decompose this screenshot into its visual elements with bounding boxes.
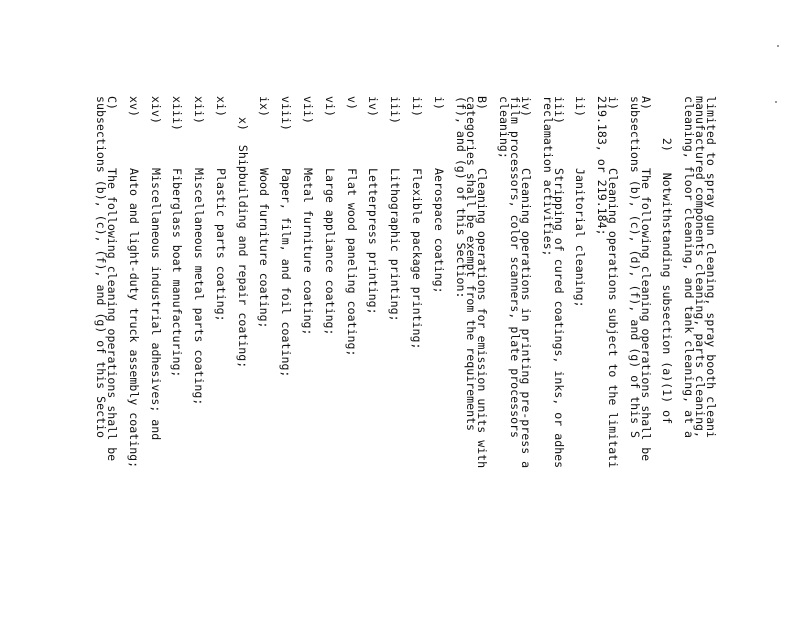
document-line xyxy=(150,96,161,618)
line-text: Flat wood paneling coating; xyxy=(344,168,359,357)
line-text: categories shall be exempt from the requirements xyxy=(464,96,479,432)
list-marker: A) xyxy=(638,96,653,110)
list-marker: viii) xyxy=(279,96,294,131)
line-text: Miscellaneous industrial adhesives; and xyxy=(148,168,163,441)
list-marker: v) xyxy=(344,96,359,110)
document-line xyxy=(301,96,316,618)
document-line xyxy=(324,96,335,618)
list-marker: iii) xyxy=(388,96,403,124)
line-text: Miscellaneous metal parts coating; xyxy=(192,168,207,406)
list-marker: xiii) xyxy=(170,96,185,131)
line-text: Cleaning operations in printing pre-press a xyxy=(518,168,533,469)
line-text: Lithographic printing; xyxy=(388,168,403,322)
line-text: Cleaning operations subject to the limitati xyxy=(605,168,620,469)
document-line xyxy=(682,96,697,618)
line-text: manufactured components cleaning, parts cleaning, xyxy=(693,96,708,439)
list-marker: xv) xyxy=(126,96,141,117)
document-line xyxy=(629,96,640,618)
document-line xyxy=(237,96,248,618)
document-line xyxy=(192,96,207,618)
list-marker: xiv) xyxy=(148,96,163,124)
list-marker: ii) xyxy=(573,96,588,117)
document-line xyxy=(411,96,422,618)
line-text: Cleaning operations for emission units with xyxy=(475,168,490,469)
line-text: The following cleaning operations shall be xyxy=(638,168,653,462)
document-line xyxy=(573,96,588,618)
line-text: limited to spray gun cleaning, spray booth cleani xyxy=(704,96,718,439)
line-text: subsections (b), (c), (f), and (g) of this Sectio xyxy=(94,96,109,439)
line-text: Flexible package printing; xyxy=(409,168,424,350)
line-text: reclamation activities; xyxy=(540,96,555,257)
document-line xyxy=(433,96,444,618)
list-marker: ii) xyxy=(409,96,424,117)
line-text: cleaning; xyxy=(497,96,512,159)
line-text: x) Shipbuilding and repair coating; xyxy=(235,96,250,369)
line-text: The following cleaning operations shall be xyxy=(105,168,120,462)
line-text: Aerospace coating; xyxy=(431,168,446,294)
document-line xyxy=(662,96,673,618)
list-marker: xi) xyxy=(213,96,228,117)
line-text: subsections (b), (c), (d), (f), and (g) of this S xyxy=(627,96,642,439)
scan-speck xyxy=(777,45,779,47)
document-line xyxy=(509,96,520,618)
line-text: Fiberglass boat manufacturing; xyxy=(170,168,185,378)
document-line xyxy=(388,96,403,618)
list-marker: i) xyxy=(605,96,620,110)
line-text: cleaning, floor cleaning, and tank cleaning, at a xyxy=(682,96,697,439)
line-text: Plastic parts coating; xyxy=(213,168,228,322)
line-text: (f), and (g) of this Section: xyxy=(453,96,468,299)
document-line xyxy=(215,96,226,618)
document-line xyxy=(368,96,379,618)
document-line xyxy=(170,96,185,618)
list-marker: xii) xyxy=(192,96,207,124)
rotated-text-block xyxy=(95,96,716,618)
list-marker: vi) xyxy=(322,96,337,117)
list-marker: iv) xyxy=(366,96,381,117)
line-text: Janitorial cleaning; xyxy=(573,168,588,308)
document-line xyxy=(346,96,357,618)
line-text: Large appliance coating; xyxy=(322,168,337,336)
document-line xyxy=(279,96,294,618)
line-text: Auto and light-duty truck assembly coating; xyxy=(126,168,141,469)
list-marker: C) xyxy=(105,96,120,110)
list-marker: vii) xyxy=(301,96,316,124)
list-marker: iv) xyxy=(518,96,533,117)
line-text: Wood furniture coating; xyxy=(257,168,272,329)
line-text: Stripping of cured coatings, inks, or adhes xyxy=(551,168,566,469)
scan-speck xyxy=(775,101,777,103)
list-marker: iii) xyxy=(551,96,566,124)
line-text: Paper, film, and foil coating; xyxy=(279,168,294,378)
list-marker: i) xyxy=(431,96,446,110)
document-line xyxy=(94,96,109,618)
line-text: 219.183, or 219.184; xyxy=(595,96,610,236)
document-line xyxy=(259,96,270,618)
line-text: film processors, color scanners, plate processors xyxy=(507,96,522,439)
line-text: Metal furniture coating; xyxy=(301,168,316,336)
list-marker: ix) xyxy=(257,96,272,117)
line-text: Letterpress printing; xyxy=(366,168,381,315)
document-line xyxy=(128,96,139,618)
line-text: 2) Notwithstanding subsection (a)(1) of xyxy=(660,96,675,425)
list-marker: B) xyxy=(475,96,490,110)
